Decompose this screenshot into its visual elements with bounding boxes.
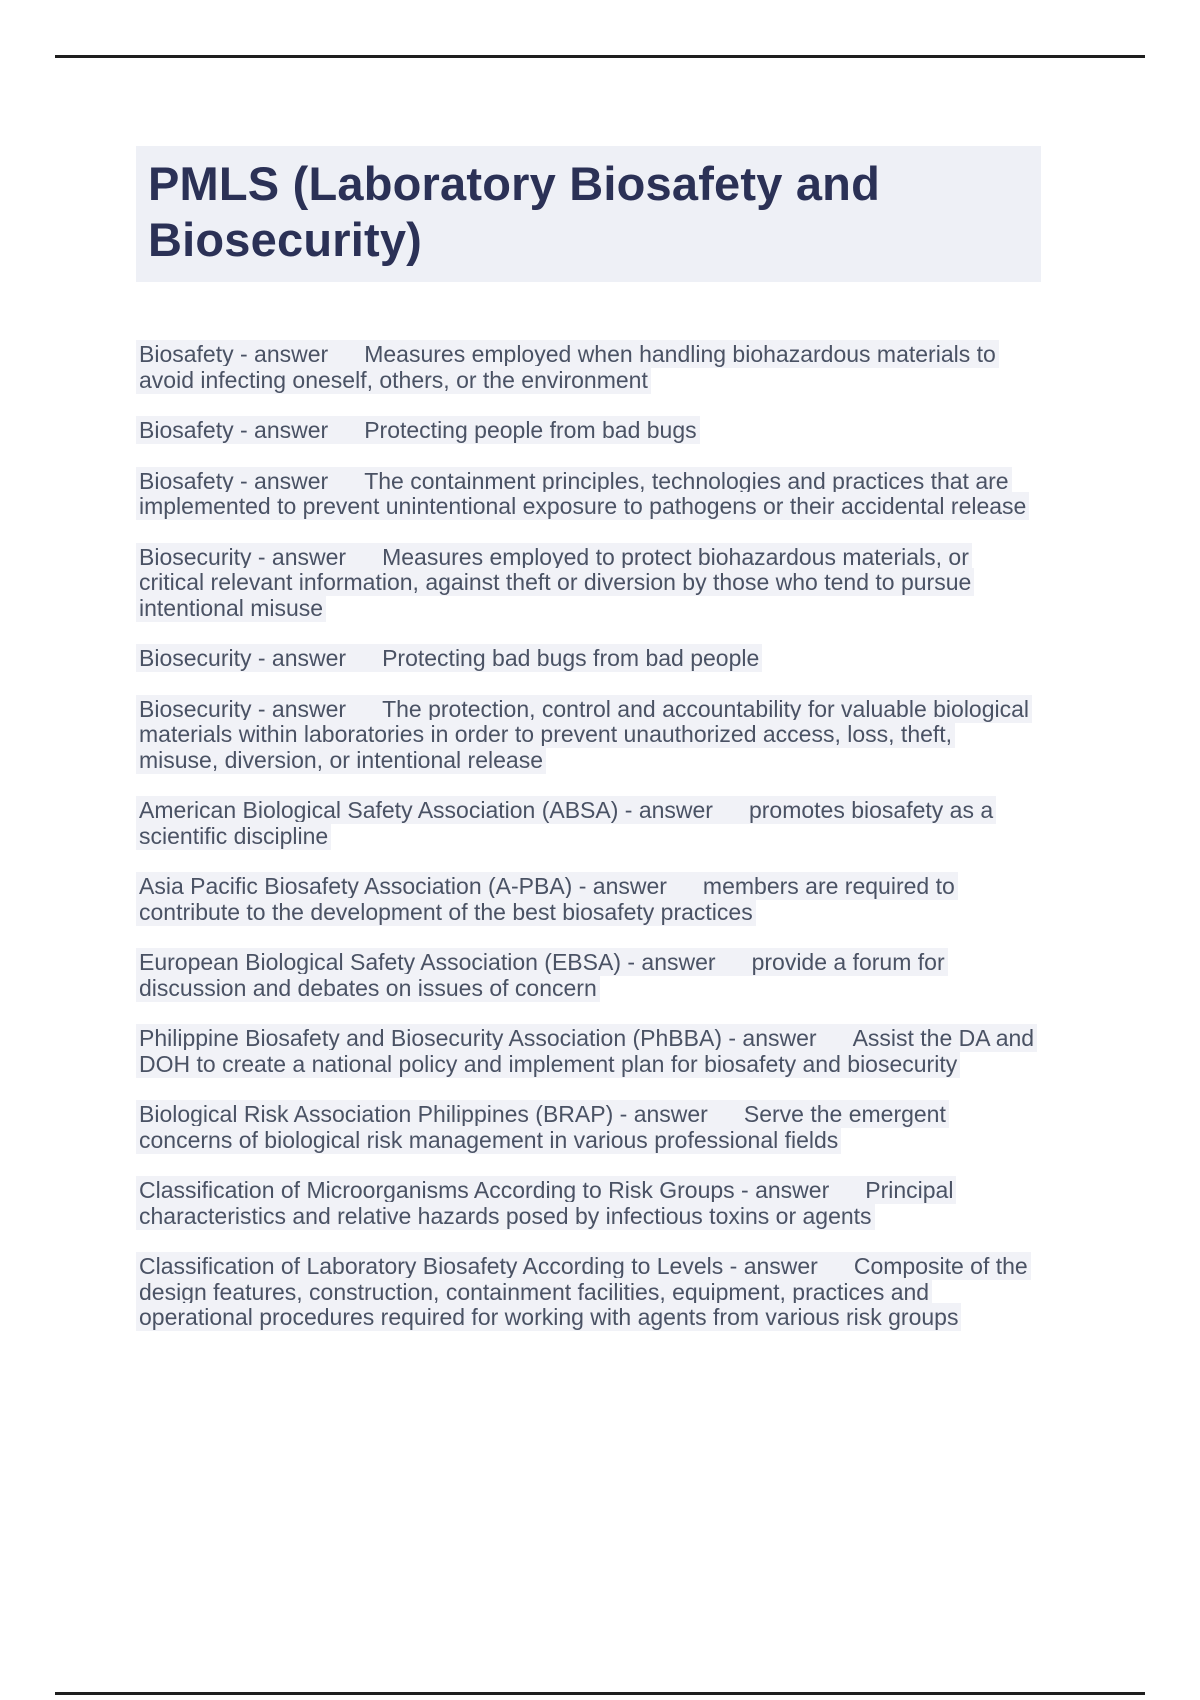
- qa-entry: [136, 1178, 1037, 1229]
- qa-term: Biosafety - answer: [139, 467, 329, 494]
- qa-entry: [136, 545, 1037, 622]
- qa-answer-gap: [716, 969, 752, 970]
- qa-entry: [136, 1102, 1037, 1153]
- qa-answer-gap: [817, 1045, 853, 1046]
- qa-entry: [136, 874, 1037, 925]
- qa-term: Biosafety - answer: [139, 341, 329, 367]
- qa-highlight: [136, 644, 762, 672]
- qa-list: [136, 342, 1037, 1356]
- qa-highlight: [136, 1176, 956, 1230]
- qa-definition: Protecting people from bad bugs: [364, 417, 697, 443]
- qa-highlight: [136, 948, 948, 1002]
- qa-highlight: [136, 872, 958, 926]
- qa-definition: Serve the emergent concerns of biological risk management in various professional fields: [139, 1101, 946, 1153]
- qa-answer-gap: [713, 817, 749, 818]
- qa-entry: [136, 646, 1037, 672]
- qa-answer-gap: [667, 893, 703, 894]
- qa-highlight: [136, 340, 999, 394]
- qa-term: Classification of Laboratory Biosafety According to Levels - answer: [139, 1253, 818, 1279]
- qa-entry: [136, 418, 1037, 444]
- qa-term: European Biological Safety Association (EBSA) - answer: [139, 949, 716, 975]
- qa-definition: Protecting bad bugs from bad people: [382, 645, 760, 671]
- qa-term: Biosecurity - answer: [139, 645, 347, 671]
- qa-term: Asia Pacific Biosafety Association (A-PBA) - answer: [139, 873, 667, 899]
- qa-answer-gap: [818, 1273, 854, 1274]
- top-rule: [55, 55, 1145, 58]
- qa-entry: [136, 469, 1037, 520]
- qa-entry: [136, 342, 1037, 393]
- qa-entry: [136, 1254, 1037, 1331]
- qa-highlight: [136, 1024, 1037, 1078]
- qa-highlight: [136, 467, 1029, 521]
- qa-highlight: [136, 1100, 949, 1154]
- qa-highlight: [136, 695, 1032, 774]
- qa-entry: [136, 798, 1037, 849]
- qa-definition: The protection, control and accountability for valuable biological materials within laboratories in order to prevent unauthorized access, loss, theft, misuse, diversion, or intentional release: [139, 695, 1030, 773]
- qa-highlight: [136, 796, 996, 850]
- qa-term: Biosecurity - answer: [139, 543, 347, 570]
- qa-term: Biological Risk Association Philippines (BRAP) - answer: [139, 1101, 708, 1127]
- qa-answer-gap: [328, 488, 364, 489]
- qa-entry: [136, 950, 1037, 1001]
- qa-term: Biosafety - answer: [139, 417, 329, 443]
- qa-answer-gap: [346, 716, 382, 717]
- qa-answer-gap: [346, 564, 382, 565]
- page-title: PMLS (Laboratory Biosafety and Biosecurity): [136, 146, 1041, 282]
- qa-term: Classification of Microorganisms According to Risk Groups - answer: [139, 1177, 830, 1203]
- qa-definition: members are required to contribute to the development of the best biosafety practices: [139, 873, 955, 925]
- qa-answer-gap: [328, 361, 364, 362]
- bottom-rule: [55, 1692, 1145, 1695]
- qa-definition: provide a forum for discussion and debates on issues of concern: [139, 949, 945, 1001]
- qa-definition: Composite of the design features, construction, containment facilities, equipment, practices and operational procedures required for working with agents from various risk groups: [139, 1253, 1028, 1330]
- qa-definition: Measures employed to protect biohazardous materials, or critical relevant information, against theft or diversion by those who tend to pursue intentional misuse: [139, 543, 972, 621]
- qa-answer-gap: [328, 437, 364, 438]
- qa-answer-gap: [346, 665, 382, 666]
- qa-entry: [136, 1026, 1037, 1077]
- qa-highlight: [136, 1252, 1031, 1331]
- qa-term: Biosecurity - answer: [139, 695, 347, 722]
- qa-term: Philippine Biosafety and Biosecurity Association (PhBBA) - answer: [139, 1025, 817, 1051]
- qa-answer-gap: [708, 1121, 744, 1122]
- qa-term: American Biological Safety Association (ABSA) - answer: [139, 797, 713, 823]
- qa-definition: Measures employed when handling biohazardous materials to avoid infecting oneself, others, or the environment: [139, 341, 996, 393]
- qa-definition: The containment principles, technologies and practices that are implemented to prevent unintentional exposure to pathogens or their accidental release: [139, 467, 1027, 519]
- qa-definition: Principal characteristics and relative hazards posed by infectious toxins or agents: [139, 1177, 954, 1229]
- qa-entry: [136, 697, 1037, 774]
- qa-highlight: [136, 416, 700, 444]
- qa-answer-gap: [829, 1197, 865, 1198]
- qa-definition: Assist the DA and DOH to create a national policy and implement plan for biosafety and biosecurity: [139, 1025, 1035, 1077]
- qa-definition: promotes biosafety as a scientific discipline: [139, 797, 994, 849]
- qa-highlight: [136, 543, 974, 622]
